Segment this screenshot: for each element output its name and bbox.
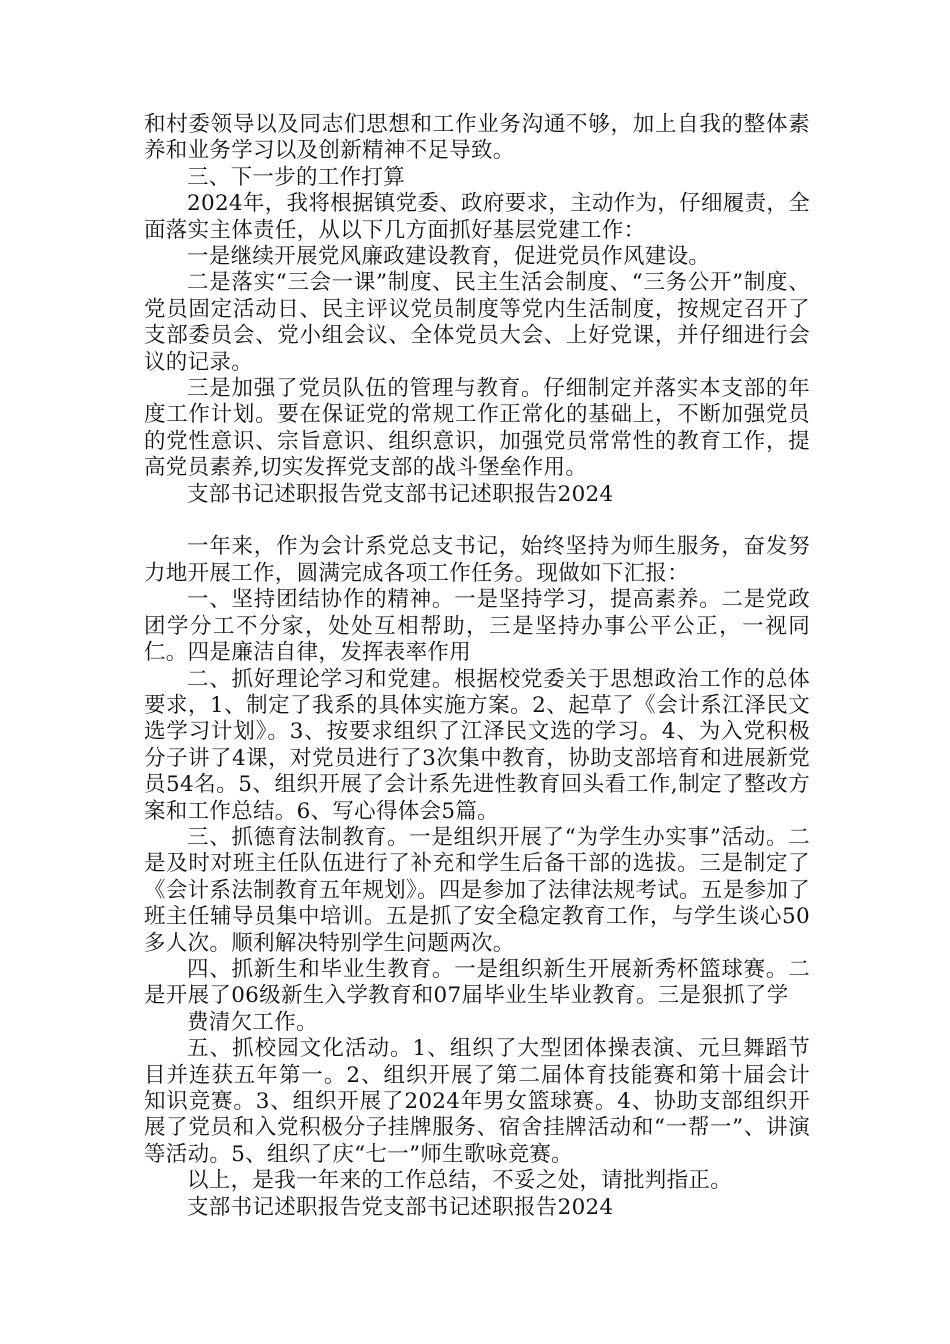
- report-title: 支部书记述职报告党支部书记述职报告2024: [187, 481, 614, 507]
- paragraph: 和村委领导以及同志们思想和工作业务沟通不够，加上自我的整体素养和业务学习以及创新精神不足导致。: [144, 112, 810, 164]
- paragraph: 一年来，作为会计系党总支书记，始终坚持为师生服务，奋发努力地开展工作，圆满完成各项工作任务。现做如下汇报：: [144, 534, 810, 586]
- paragraph: 一是继续开展党风廉政建设教育，促进党员作风建设。: [187, 244, 711, 270]
- paragraph: 以上，是我一年来的工作总结，不妥之处，请批判指正。: [187, 1168, 733, 1194]
- paragraph: 二、抓好理论学习和党建。根据校党委关于思想政治工作的总体要求，1、制定了我系的具体实施方案。2、起草了《会计系江泽民文选学习计划》。3、按要求组织了江泽民文选的学习。4、为入党积极分子讲了4课，对党员进行了3次集中教育，协助支部培育和进展新党员54名。5、组织开展了会计系先进性教育回头看工作,制定了整改方案和工作总结。6、写心得体会5篇。: [144, 666, 810, 824]
- report-title: 支部书记述职报告党支部书记述职报告2024: [187, 1194, 614, 1220]
- paragraph: 一、坚持团结协作的精神。一是坚持学习，提高素养。二是党政团学分工不分家，处处互相帮助，三是坚持办事公平公正，一视同仁。四是廉洁自律，发挥表率作用: [144, 587, 810, 666]
- blank-line: [144, 508, 810, 534]
- paragraph: 费清欠工作。: [187, 1009, 318, 1035]
- paragraph: 五、抓校园文化活动。1、组织了大型团体操表演、元旦舞蹈节目并连获五年第一。2、组织开展了第二届体育技能赛和第十届会计知识竞赛。3、组织开展了2024年男女篮球赛。4、协助支部组织开展了党员和入党积极分子挂牌服务、宿舍挂牌活动和“一帮一”、讲演等活动。5、组织了庆“七一”师生歌咏竞赛。: [144, 1036, 810, 1167]
- paragraph: 二是落实“三会一课”制度、民主生活会制度、“三务公开”制度、党员固定活动日、民主评议党员制度等党内生活制度，按规定召开了支部委员会、党小组会议、全体党员大会、上好党课，并仔细进行会议的记录。: [144, 270, 810, 375]
- paragraph: 2024年，我将根据镇党委、政府要求，主动作为，仔细履责，全面落实主体责任，从以下几方面抓好基层党建工作：: [144, 191, 810, 243]
- paragraph: 三是加强了党员队伍的管理与教育。仔细制定并落实本支部的年度工作计划。要在保证党的常规工作正常化的基础上，不断加强党员的党性意识、宗旨意识、组织意识，加强党员常常性的教育工作，提高党员素养,切实发挥党支部的战斗堡垒作用。: [144, 376, 810, 481]
- paragraph: 四、抓新生和毕业生教育。一是组织新生开展新秀杯篮球赛。二是开展了06级新生入学教育和07届毕业生毕业教育。三是狠抓了学: [144, 956, 810, 1009]
- section-heading: 三、下一步的工作打算: [187, 164, 406, 190]
- paragraph: 三、抓德育法制教育。一是组织开展了“为学生办实事”活动。二是及时对班主任队伍进行了补充和学生后备干部的选拔。三是制定了《会计系法制教育五年规划》。四是参加了法律法规考试。五是参加了班主任辅导员集中培训。五是抓了安全稳定教育工作，与学生谈心50多人次。顺利解决特别学生问题两次。: [144, 824, 810, 956]
- document-body: [144, 112, 810, 1221]
